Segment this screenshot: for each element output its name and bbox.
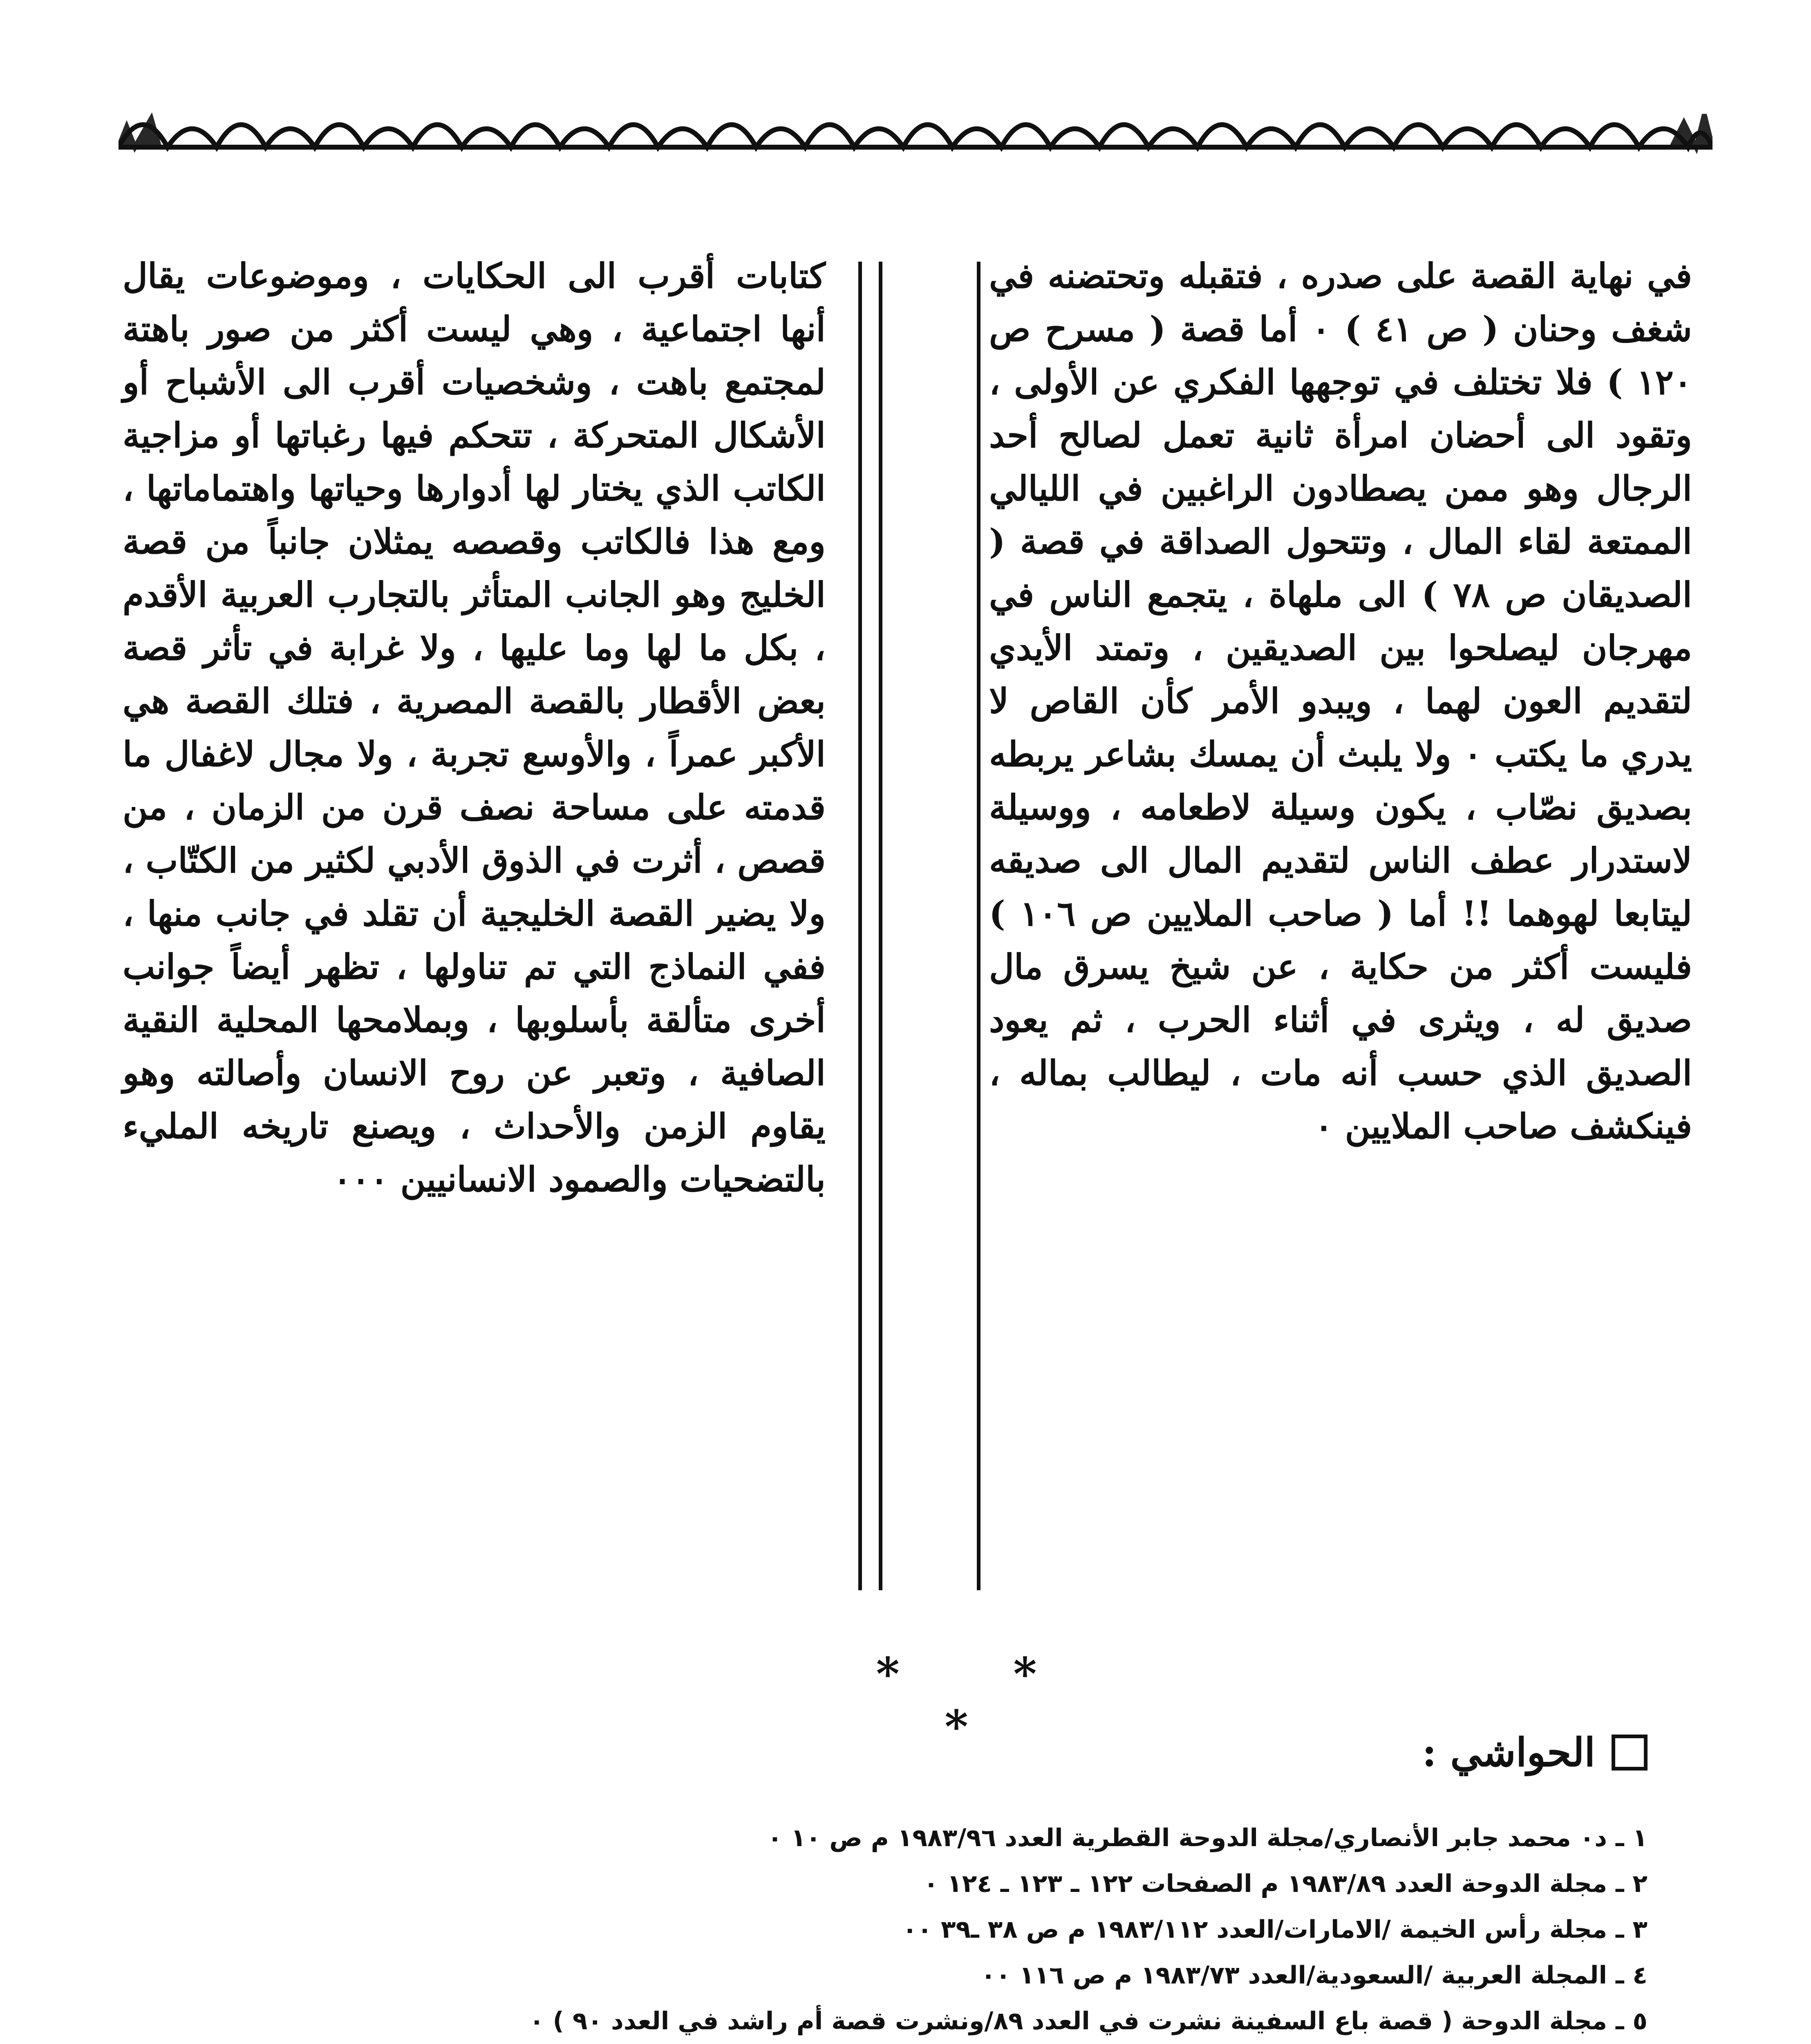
column-rule [858,262,862,1590]
decorative-top-border [119,86,1713,159]
footnote-item: ٤ ـ المجلة العربية /السعودية/العدد ١٩٨٣/٧٣ م ص ١١٦ ٠٠ [980,1961,1648,1990]
article-left-column [123,249,826,1206]
footnote-item: ٥ ـ مجلة الدوحة ( قصة باع السفينة نشرت في العدد ٨٩/ونشرت قصة أم راشد في العدد ٩٠ ) ٠ [529,2007,1648,2035]
column-rule [879,262,882,1590]
footnotes-list [299,1815,1648,2044]
column-rule [977,262,980,1590]
footnote-item: ٢ ـ مجلة الدوحة العدد ١٩٨٣/٨٩ م الصفحات ١٢٢ ـ ١٢٣ ـ ١٢٤ ٠ [923,1869,1648,1898]
article-right-column [989,249,1692,1153]
section-separator: * * * [876,1647,1086,1753]
footnote-item: ٣ ـ مجلة رأس الخيمة /الامارات/العدد ١٩٨٣/١١٢ م ص ٣٨ ـ٣٩ ٠٠ [902,1915,1648,1944]
footnotes-heading [1422,1729,1648,1775]
checkbox-square-icon [1612,1735,1648,1771]
right-column-text: في نهاية القصة على صدره ، فتقبله وتحتضنه في شغف وحنان ( ص ٤١ ) ٠ أما قصة ( مسرح ص ١٢٠ ) فلا تختلف في توجهها الفكري عن الأولى ، وتقود الى أحضان امرأة ثانية تعمل لصالح أحد الرجال وهو ممن يصطادون الراغبين في الليالي الممتعة لقاء المال ، وتتحول الصداقة في قصة ( الصديقان ص ٧٨ ) الى ملهاة ، يتجمع الناس في مهرجان ليصلحوا بين الصديقين ، وتمتد الأيدي لتقديم العون لهما ، ويبدو الأمر كأن القاص لا يدري ما يكتب ٠ ولا يلبث أن يمسك بشاعر يربطه بصديق نصّاب ، يكون وسيلة لاطعامه ، ووسيلة لاستدرار عطف الناس لتقديم المال الى صديقه ليتابعا لهوهما !! أما ( صاحب الملايين ص ١٠٦ ) فليست أكثر من حكاية ، عن شيخ يسرق مال صديق له ، ويثرى في أثناء الحرب ، ثم يعود الصديق الذي حسب أنه مات ، ليطالب بماله ، فينكشف صاحب الملايين ٠ [989,256,1692,1146]
footnote-item: ١ ـ د٠ محمد جابر الأنصاري/مجلة الدوحة القطرية العدد ١٩٨٣/٩٦ م ص ١٠ ٠ [767,1824,1648,1852]
left-column-text: كتابات أقرب الى الحكايات ، وموضوعات يقال أنها اجتماعية ، وهي ليست أكثر من صور باهتة لمجتمع باهت ، وشخصيات أقرب الى الأشباح أو الأشكال المتحركة ، تتحكم فيها رغباتها أو مزاجية الكاتب الذي يختار لها أدوارها وحياتها واهتماماتها ، ومع هذا فالكاتب وقصصه يمثلان جانباً من قصة الخليج وهو الجانب المتأثر بالتجارب العربية الأقدم ، بكل ما لها وما عليها ، ولا غرابة في تأثر قصة بعض الأقطار بالقصة المصرية ، فتلك القصة هي الأكبر عمراً ، والأوسع تجربة ، ولا مجال لاغفال ما قدمته على مساحة نصف قرن من الزمان ، من قصص ، أثرت في الذوق الأدبي لكثير من الكتّاب ، ولا يضير القصة الخليجية أن تقلد في جانب منها ، ففي النماذج التي تم تناولها ، تظهر أيضاً جوانب أخرى متألقة بأسلوبها ، وبملامحها المحلية النقية الصافية ، وتعبر عن روح الانسان وأصالته وهو يقاوم الزمن والأحداث ، ويصنع تاريخه المليء بالتضحيات والصمود الانسانيين ٠٠٠ [123,256,826,1199]
footnotes-heading-text: الحواشي : [1422,1729,1595,1775]
